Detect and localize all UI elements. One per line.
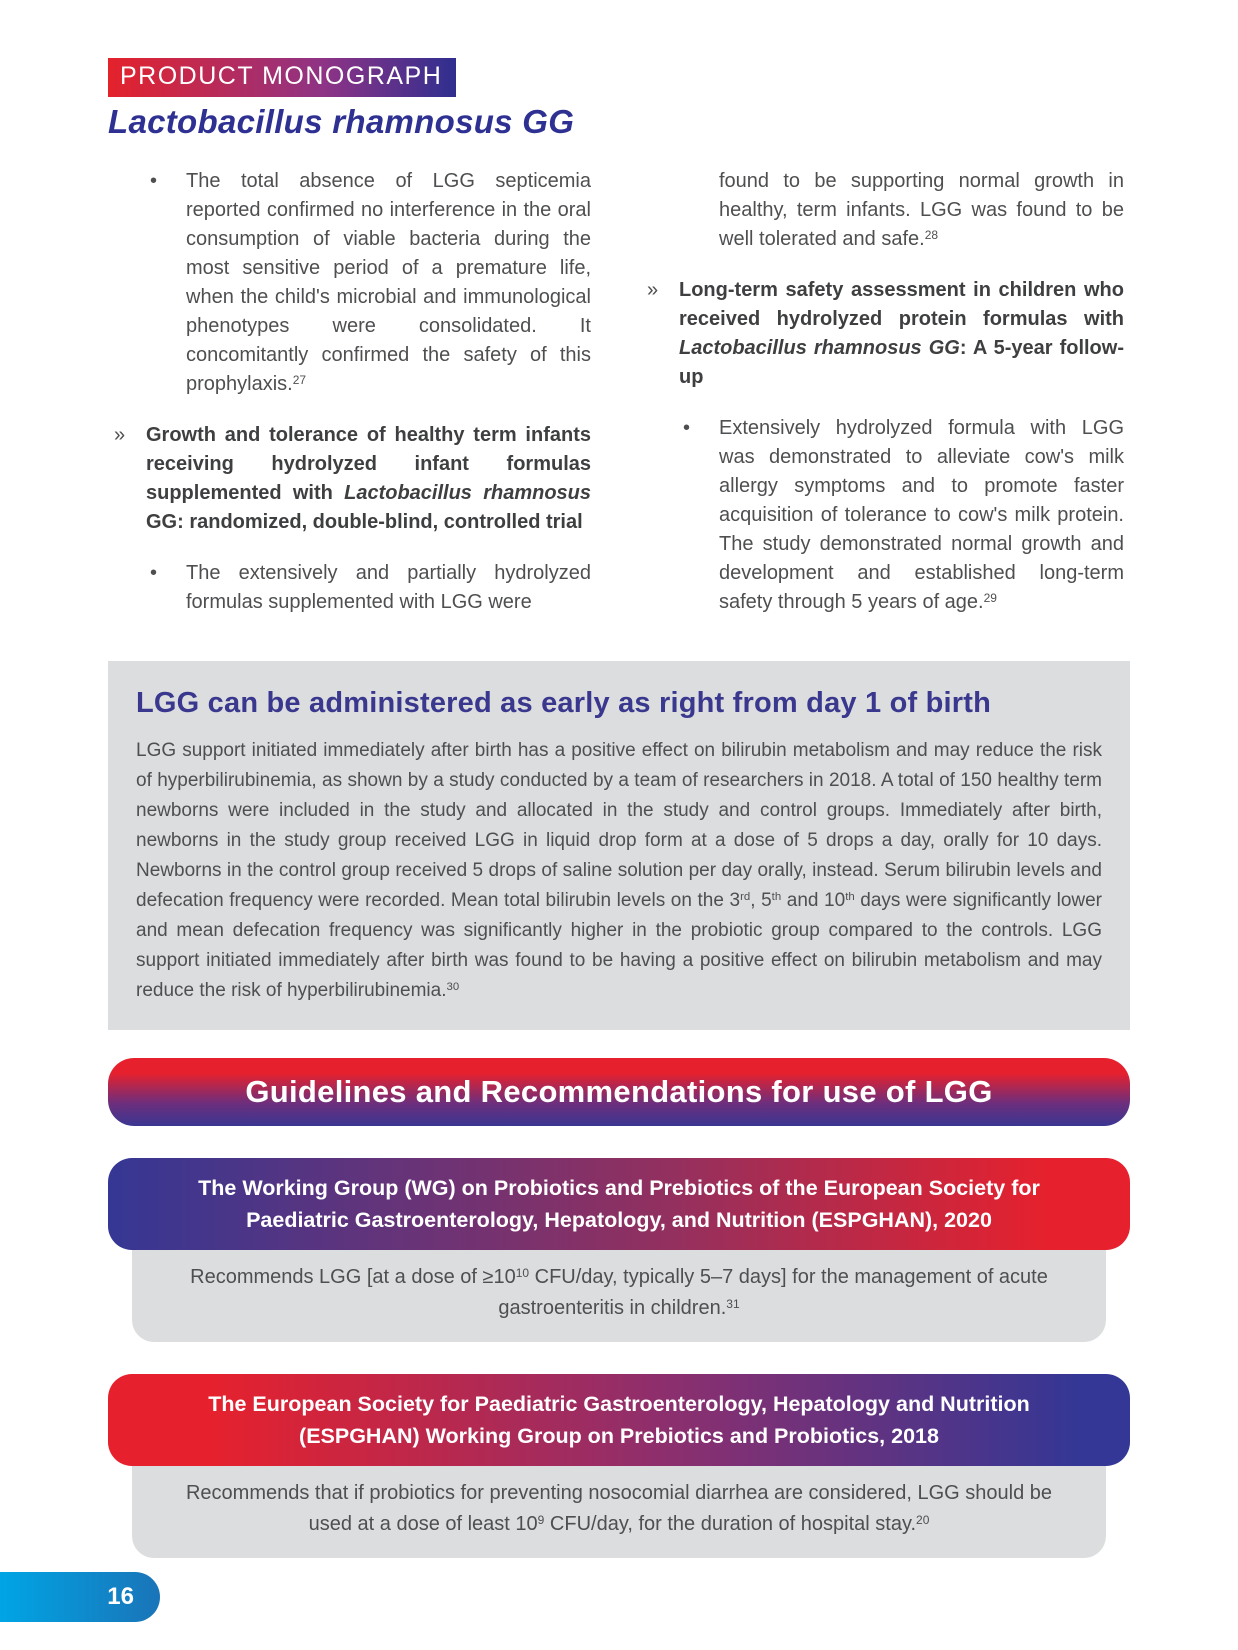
body-text: The total absence of LGG septicemia reported confirmed no interference in the oral consumption of viable bacteria during the most sensitive period of a premature life, when the child's microbial and immunological phenotypes were consolidated. It concomitantly confirmed the safety of this prophylaxis.$^{27}$ [186, 170, 591, 395]
day1-info-box [108, 661, 1130, 1030]
page-header [108, 58, 1130, 141]
continuation-paragraph [647, 167, 1124, 254]
two-column-body [108, 167, 1130, 639]
section-heading [114, 421, 591, 537]
recommendation-text: Recommends that if probiotics for preventing nosocomial diarrhea are considered, LGG should be used at a dose of least $10^9$ CFU/day, for the duration of hospital stay.$^{20}$ [185, 1482, 1052, 1535]
list-item [148, 559, 591, 617]
right-column [647, 167, 1124, 639]
arrow-marker: » [114, 424, 126, 446]
guideline-header-banner: The Working Group (WG) on Probiotics and Prebiotics of the European Society for Paediatric Gastroenterology, Hepatology, and Nutrition (ESPGHAN), 2020 [108, 1158, 1130, 1250]
guidelines-title-banner [108, 1058, 1130, 1126]
heading-text: Growth and tolerance of healthy term infants receiving hydrolyzed infant formulas supplemented with Lactobacillus rhamnosus GG: randomized, double-blind, controlled trial [146, 424, 591, 533]
guideline-header-banner: The European Society for Paediatric Gastroenterology, Hepatology and Nutrition (ESPGHAN) Working Group on Prebiotics and Probiotics, 2018 [108, 1374, 1130, 1466]
page-number: 16 [107, 1583, 134, 1610]
left-column [114, 167, 591, 639]
bullet-marker: • [150, 562, 158, 584]
day1-paragraph: LGG support initiated immediately after birth has a positive effect on bilirubin metabolism and may reduce the risk of hyperbilirubinemia, as shown by a study conducted by a team of researchers in 2018. A total of 150 healthy term newborns were included in the study and allocated in the study and control groups. Immediately after birth, newborns in the study group received LGG in liquid drop form at a dose of 5 drops a day, orally for 10 days. Newborns in the control group received 5 drops of saline solution per day orally, instead. Serum bilirubin levels and defecation frequency were recorded. Mean total bilirubin levels on the 3rd, 5th and 10th days were significantly lower and mean defecation frequency was significantly higher in the probiotic group compared to the controls. LGG support initiated immediately after birth was found to be having a positive effect on bilirubin metabolism and may reduce the risk of hyperbilirubinemia.$^{30}$ [136, 740, 1102, 1001]
guideline-espghan-2018 [108, 1374, 1130, 1558]
day1-heading: LGG can be administered as early as right from day 1 of birth [136, 687, 992, 719]
page-title: Lactobacillus rhamnosus GG [108, 103, 575, 140]
page-number-tab [0, 1572, 160, 1622]
bullet-marker: • [150, 170, 158, 192]
guideline-espghan-2020 [108, 1158, 1130, 1342]
body-text: The extensively and partially hydrolyzed formulas supplemented with LGG were [186, 562, 591, 613]
list-item [148, 167, 591, 399]
product-monograph-badge: PRODUCT MONOGRAPH [108, 58, 456, 97]
section-heading [647, 276, 1124, 392]
bullet-marker: • [683, 417, 691, 439]
recommendation-text: Recommends LGG [at a dose of $\ge 10^{10}$ CFU/day, typically 5–7 days] for the management of acute gastroenteritis in children.$^{31}$ [190, 1266, 1048, 1319]
guidelines-title: Guidelines and Recommendations for use of LGG [245, 1074, 993, 1109]
arrow-marker: » [647, 279, 659, 301]
heading-text: Long-term safety assessment in children who received hydrolyzed protein formulas with Lactobacillus rhamnosus GG: A 5-year follow-up [679, 279, 1124, 388]
list-item [681, 414, 1124, 617]
body-text: found to be supporting normal growth in healthy, term infants. LGG was found to be well tolerated and safe.$^{28}$ [719, 170, 1124, 250]
body-text: Extensively hydrolyzed formula with LGG was demonstrated to alleviate cow's milk allergy symptoms and to promote faster acquisition of tolerance to cow's milk protein. The study demonstrated normal growth and development and established long-term safety through 5 years of age.$^{29}$ [719, 417, 1124, 613]
